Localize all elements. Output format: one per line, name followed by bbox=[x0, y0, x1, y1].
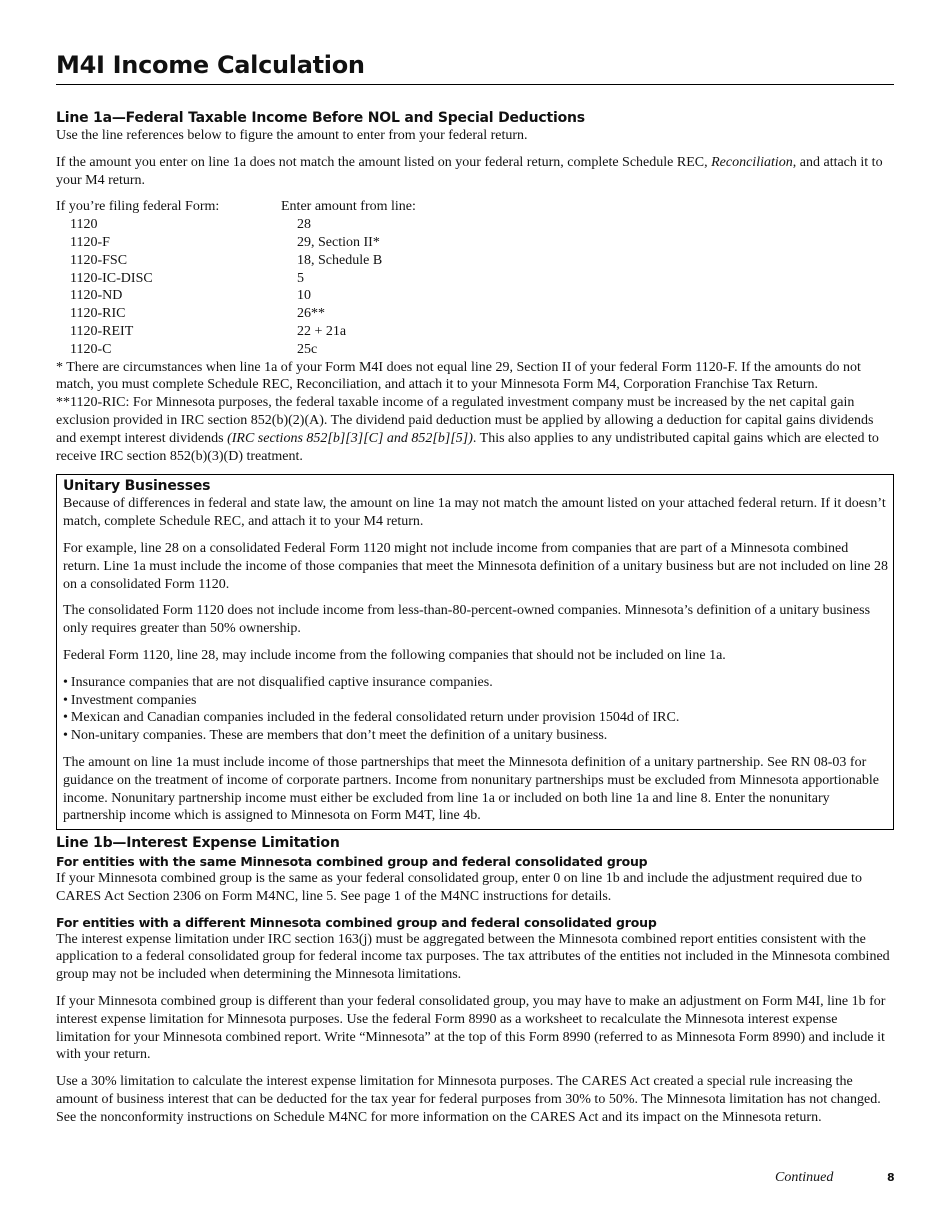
line-reference-cell: 25c bbox=[297, 341, 318, 357]
ric-text: **1120-RIC: For Minnesota purposes, the federal taxable income of a regulated investment company must be increased by the net capital gain exclusion provided in IRC section 852(b)(2)(A). The dividend paid deduction must be applied by allowing a deduction for capital gains dividends and exempt interest dividends bbox=[56, 395, 874, 446]
line-reference-cell: 22 + 21a bbox=[297, 323, 347, 339]
footnote-1120ric bbox=[56, 394, 894, 465]
unitary-businesses-box bbox=[56, 474, 894, 830]
line-reference-cell: 10 bbox=[297, 288, 311, 304]
unitary-paragraph-1: Because of differences in federal and state law, the amount on line 1a may not match the amount listed on your attached federal return. If it doesn’t match, complete Schedule REC, and attach it to your M4 return. bbox=[63, 496, 886, 530]
form-number-cell: 1120-C bbox=[70, 341, 112, 357]
form-number-cell: 1120-F bbox=[70, 234, 110, 250]
form-line-table bbox=[56, 198, 894, 358]
list-item: • Investment companies bbox=[63, 692, 888, 710]
different-group-subheading: For entities with a different Minnesota combined group and federal consolidated group bbox=[56, 914, 657, 930]
table-header-form: If you’re filing federal Form: bbox=[56, 199, 220, 215]
page-title: M4I Income Calculation bbox=[56, 48, 894, 85]
list-item: • Mexican and Canadian companies included in the federal consolidated return under provision 1504d of IRC. bbox=[63, 709, 888, 727]
line-reference-cell: 29, Section II* bbox=[297, 234, 380, 250]
line-reference-cell: 26** bbox=[297, 306, 325, 322]
list-item: • Non-unitary companies. These are members that don’t meet the definition of a unitary business. bbox=[63, 727, 888, 745]
line1a-mismatch-paragraph bbox=[56, 154, 894, 190]
form-number-cell: 1120-ND bbox=[70, 288, 123, 304]
line-reference-cell: 28 bbox=[297, 217, 311, 233]
different-group-paragraph-3: Use a 30% limitation to calculate the interest expense limitation for Minnesota purposes. The CARES Act created a special rule increasing the amount of business interest that can be deducted for the tax year for federal purposes from 30% to 50%. The Minnesota limitation has not changed. See the nonconformity instructions on Schedule M4NC for more information on the CARES Act and its impact on the Minnesota return. bbox=[56, 1074, 881, 1125]
form-number-cell: 1120-REIT bbox=[70, 323, 134, 339]
line1a-heading: Line 1a—Federal Taxable Income Before NOL and Special Deductions bbox=[56, 110, 585, 126]
unitary-paragraph-3: The consolidated Form 1120 does not include income from less-than-80-percent-owned companies. Minnesota’s definition of a unitary business only requires greater than 50% ownership. bbox=[63, 603, 871, 637]
mismatch-text-end: , and attach it to your M4 return. bbox=[56, 154, 883, 188]
footnote-1120f: * There are circumstances when line 1a of your Form M4I does not equal line 29, Section II of your federal Form 1120-F. If the amounts do not match, you must complete Schedule REC, Reconciliation, and attach it to your Minnesota Form M4, Corporation Franchise Tax Return. bbox=[56, 359, 861, 393]
form-number-cell: 1120-IC-DISC bbox=[70, 270, 153, 286]
table-header-line: Enter amount from line: bbox=[281, 199, 416, 215]
ric-text-end: . This also applies to any undistributed capital gains which are elected to receive IRC section 852(b)(3)(D) treatment. bbox=[56, 430, 879, 464]
unitary-heading: Unitary Businesses bbox=[63, 478, 211, 495]
line-reference-cell: 5 bbox=[297, 270, 304, 286]
different-group-paragraph-2: If your Minnesota combined group is different than your federal consolidated group, you may have to make an adjustment on Form M4I, line 1b for interest expense limitation for Minnesota purposes. Use the federal Form 8990 as a worksheet to recalculate the Minnesota interest expense limitation for your Minnesota combined report. Write “Minnesota” at the top of this Form 8990 (referred to as Minnesota Form 8990) and include it with your return. bbox=[56, 994, 886, 1063]
unitary-paragraph-5: The amount on line 1a must include income of those partnerships that meet the Minnesota definition of a unitary partnership. See RN 08-03 for guidance on the treatment of income of corporate partners. Income from nonunitary partnerships must be excluded from Minnesota apportionable income. Nonunitary partnership income must either be excluded from line 1a or included on both line 1a and line 8. Enter the nonunitary partnership income which is assigned to Minnesota on Form M4T, line 4b. bbox=[63, 754, 880, 824]
line-reference-cell: 18, Schedule B bbox=[297, 252, 383, 268]
unitary-paragraph-2: For example, line 28 on a consolidated Federal Form 1120 might not include income from companies that are part of a Minnesota combined return. Line 1a must include the income of those companies that meet the Minnesota definition of a unitary business but are not included on line 28 on a consolidated Form 1120. bbox=[63, 540, 889, 592]
ric-irc-italic: (IRC sections 852[b][3][C] and 852[b][5]) bbox=[227, 430, 473, 446]
reconciliation-italic: Reconciliation bbox=[711, 154, 793, 170]
line1b-heading: Line 1b—Interest Expense Limitation bbox=[56, 835, 340, 852]
continued-label: Continued bbox=[775, 1170, 834, 1185]
excluded-companies-list bbox=[63, 674, 888, 745]
different-group-paragraph-1: The interest expense limitation under IRC section 163(j) must be aggregated between the Minnesota combined report entities consistent with the application to a federal consolidated group for federal income tax purposes. The tax attributes of the entities not included in the Minnesota combined group may not be included when determining the Minnesota limitations. bbox=[56, 931, 890, 983]
form-number-cell: 1120-RIC bbox=[70, 306, 126, 322]
list-item: • Insurance companies that are not disqualified captive insurance companies. bbox=[63, 674, 888, 692]
line1a-intro: Use the line references below to figure the amount to enter from your federal return. bbox=[56, 128, 528, 143]
mismatch-text: If the amount you enter on line 1a does not match the amount listed on your federal return, complete Schedule REC, bbox=[56, 154, 712, 170]
same-group-paragraph: If your Minnesota combined group is the same as your federal consolidated group, enter 0 on line 1b and include the adjustment required due to CARES Act Section 2306 on Form M4NC, line 5. See page 1 of the M4NC instructions for details. bbox=[56, 871, 862, 904]
page-number: 8 bbox=[887, 1171, 895, 1184]
same-group-subheading: For entities with the same Minnesota combined group and federal consolidated group bbox=[56, 854, 648, 870]
unitary-paragraph-4: Federal Form 1120, line 28, may include income from the following companies that should not be included on line 1a. bbox=[63, 647, 726, 663]
form-number-cell: 1120-FSC bbox=[70, 252, 128, 268]
document-page bbox=[56, 48, 894, 1136]
form-number-cell: 1120 bbox=[70, 217, 98, 233]
